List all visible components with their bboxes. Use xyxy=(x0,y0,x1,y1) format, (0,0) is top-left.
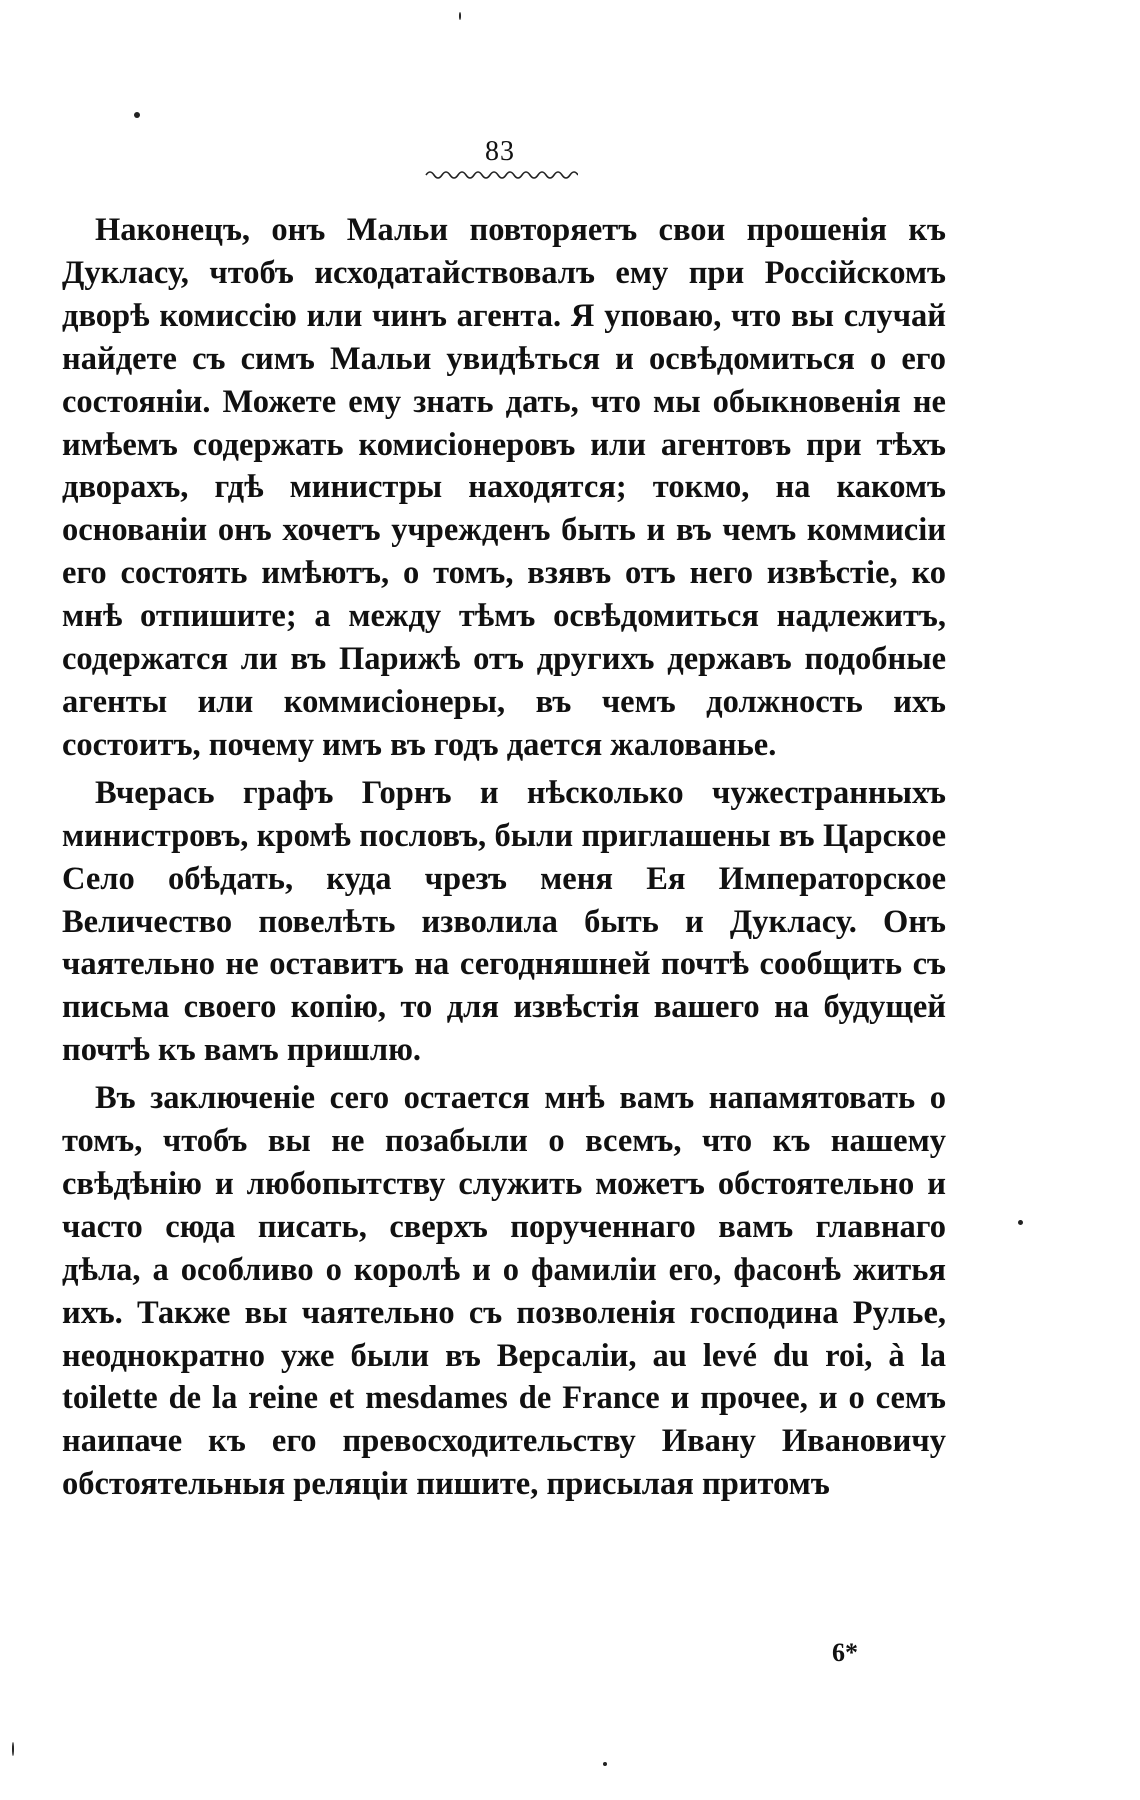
paragraph: Наконецъ, онъ Мальи повторяетъ свои прошенія къ Дукласу, чтобъ исходатайствовалъ ему при Россійскомъ дворѣ комиссію или чинъ агента. Я уповаю, что вы случай найдете съ симъ Мальи увидѣться и освѣдомиться о его состояніи. Можете ему знать дать, что мы обыкновенія не имѣемъ содержать комисіонеровъ или агентовъ при тѣхъ дворахъ, гдѣ министры находятся; токмо, на какомъ основаніи онъ хочетъ учрежденъ быть и въ чемъ коммисіи его состоять имѣютъ, о томъ, взявъ отъ него извѣстіе, ко мнѣ отпишите; а между тѣмъ освѣдомиться надлежитъ, содержатся ли въ Парижѣ отъ другихъ державъ подобные агенты или коммисіонеры, въ чемъ должность ихъ состоитъ, почему имъ въ годъ дается жалованье. xyxy=(62,212,946,763)
page-number: 83 xyxy=(485,136,515,167)
ink-speck xyxy=(1018,1220,1023,1225)
body-text xyxy=(62,209,946,1506)
ink-speck xyxy=(12,1742,14,1756)
paragraph: Вчерась графъ Горнъ и нѣсколько чужестранныхъ министровъ, кромѣ пословъ, были приглашены въ Царское Село обѣдать, куда чрезъ меня Ея Императорское Величество повелѣть изволила быть и Дукласу. Онъ чаятельно не оставитъ на сегодняшней почтѣ сообщить съ письма своего копію, то для извѣстія вашего на будущей почтѣ къ вамъ пришлю. xyxy=(62,774,946,1069)
wavy-rule-ornament xyxy=(424,168,578,182)
ink-speck xyxy=(459,12,461,20)
paragraph: Въ заключеніе сего остается мнѣ вамъ напамятовать о томъ, чтобъ вы не позабыли о всемъ, что къ нашему свѣдѣнію и любопытству служить можетъ обстоятельно и часто сюда писать, сверхъ порученнаго вамъ главнаго дѣла, а особливо о королѣ и о фамиліи его, фасонѣ житья ихъ. Также вы чаятельно съ позволенія господина Рулье, неоднократно уже были въ Версаліи, au levé du roi, à la toilette de la reine et mesdames de France и прочее, и о семъ наипаче къ его превосходительству Ивану Ивановичу обстоятельныя реляціи пишите, присылая притомъ xyxy=(62,1080,946,1503)
ink-speck xyxy=(603,1762,607,1766)
signature-mark: 6* xyxy=(832,1638,858,1667)
ink-speck xyxy=(134,112,140,118)
